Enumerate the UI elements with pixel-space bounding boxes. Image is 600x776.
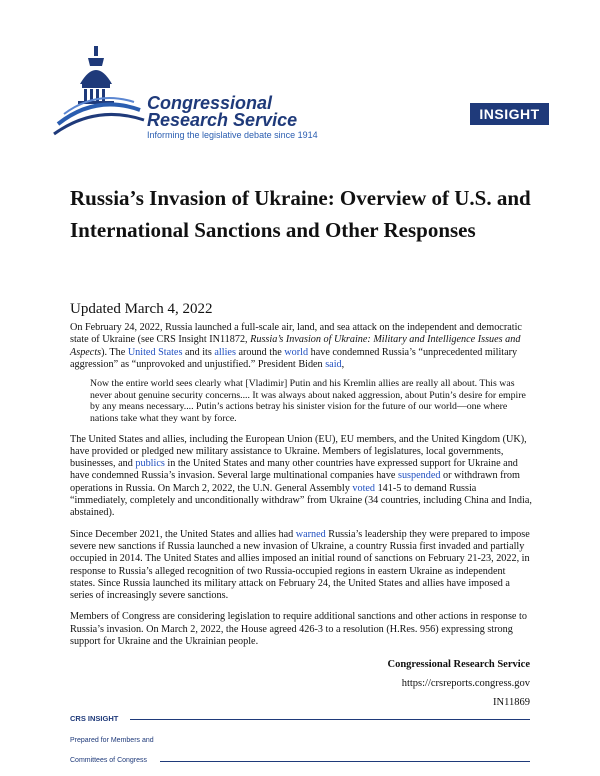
body-text <box>70 322 532 657</box>
footer-citation <box>387 655 530 712</box>
text-span: The United States and allies, including the European Union (EU), EU members, and the United Kingdom (UK), have provided or pledged new military assistance to Ukraine. Members of legislatures, local governments, businesses, and <box>70 433 527 470</box>
link-publics[interactable]: publics <box>135 458 165 470</box>
footer-divider <box>160 761 530 762</box>
paragraph-4: Members of Congress are considering legislation to require additional sanctions and other actions in response to Russia’s invasion. On March 2, 2022, the House agreed 426-3 to a resolution (H.Res. 956) expressing strong support for Ukraine and the Ukrainian people. <box>70 611 527 648</box>
text-span: around the <box>235 346 285 358</box>
text-span: ). The <box>101 346 128 358</box>
link-suspended[interactable]: suspended <box>398 470 441 482</box>
text-span: On February 24, 2022, Russia launched a full-scale air, land, and sea attack on the independent and democratic state of Ukraine (see CRS Insight IN11872, <box>70 322 522 346</box>
capitol-dome-icon <box>52 44 147 144</box>
footer-prepared-2: Committees of Congress <box>70 757 148 764</box>
paragraph-3 <box>70 529 532 603</box>
footer-url[interactable]: https://crsreports.congress.gov <box>401 678 530 689</box>
paragraph-1 <box>70 322 532 371</box>
logo-tagline: Informing the legislative debate since 1914 <box>147 130 318 140</box>
text-span: Since December 2021, the United States and allies had <box>70 528 296 540</box>
logo-line-1: Congressional <box>147 93 273 113</box>
footer-crs-insight: CRS INSIGHT <box>70 714 119 723</box>
link-allies[interactable]: allies <box>214 346 236 358</box>
footer-divider <box>130 719 530 720</box>
text-span: have condemned Russia’s “unprecedented military aggression” as “unprovoked and unjustified.” President Biden <box>70 346 518 370</box>
text-span: Russia’s leadership they were prepared to impose severe new sanctions if Russia launched a new invasion of Ukraine, a country Russia first invaded and partially occupied in 2014. The United States and allies imposed an initial round of sanctions on February 21-23, 2022, in response to Russia’s alleged recognition of two Russia-occupied regions in eastern Ukraine as independent states. Since Russia launched its military attack on February 24, the United States and allies have imposed a series of increasingly severe sanctions. <box>70 528 530 602</box>
paragraph-2 <box>70 434 532 520</box>
link-united-states[interactable]: United States <box>127 346 183 358</box>
text-span: 141-5 to demand Russia “immediately, completely and unconditionally withdraw” from Ukraine (34 countries, including China and India, abstained). <box>70 482 532 519</box>
text-span: in the United States and many other countries have expressed support for Ukraine and have condemned Russia’s invasion. Several large multinational companies have <box>70 458 518 482</box>
link-voted[interactable]: voted <box>352 482 376 494</box>
logo-line-2: Research Service <box>147 110 298 130</box>
footer-org: Congressional Research Service <box>387 659 530 670</box>
text-span: and its <box>182 346 215 358</box>
insight-badge: INSIGHT <box>470 103 549 125</box>
footer-prepared-1: Prepared for Members and <box>70 737 154 744</box>
link-world[interactable]: world <box>284 346 309 358</box>
updated-date: Updated March 4, 2022 <box>70 301 213 317</box>
crs-logo <box>52 44 352 144</box>
link-warned[interactable]: warned <box>295 528 326 540</box>
biden-quote: Now the entire world sees clearly what [Vladimir] Putin and his Kremlin allies are really all about. This was never about genuine security concerns.... It was always about naked aggression, about Putin’s desire for empire by any means necessary.... Putin’s actions betray his sinister vision for the future of our world—one where nations take what they want by force. <box>90 378 526 424</box>
text-span: or withdrawn from operations in Russia. On March 2, 2022, the U.N. General Assembly <box>70 470 520 494</box>
link-said[interactable]: said <box>325 358 342 370</box>
text-span: , <box>341 358 345 370</box>
page-title: Russia’s Invasion of Ukraine: Overview of U.S. and International Sanctions and Other Responses <box>70 186 531 242</box>
report-title-italic: Russia’s Invasion of Ukraine: Military and Intelligence Issues and Aspects <box>70 334 521 358</box>
footer-id: IN11869 <box>493 697 530 708</box>
